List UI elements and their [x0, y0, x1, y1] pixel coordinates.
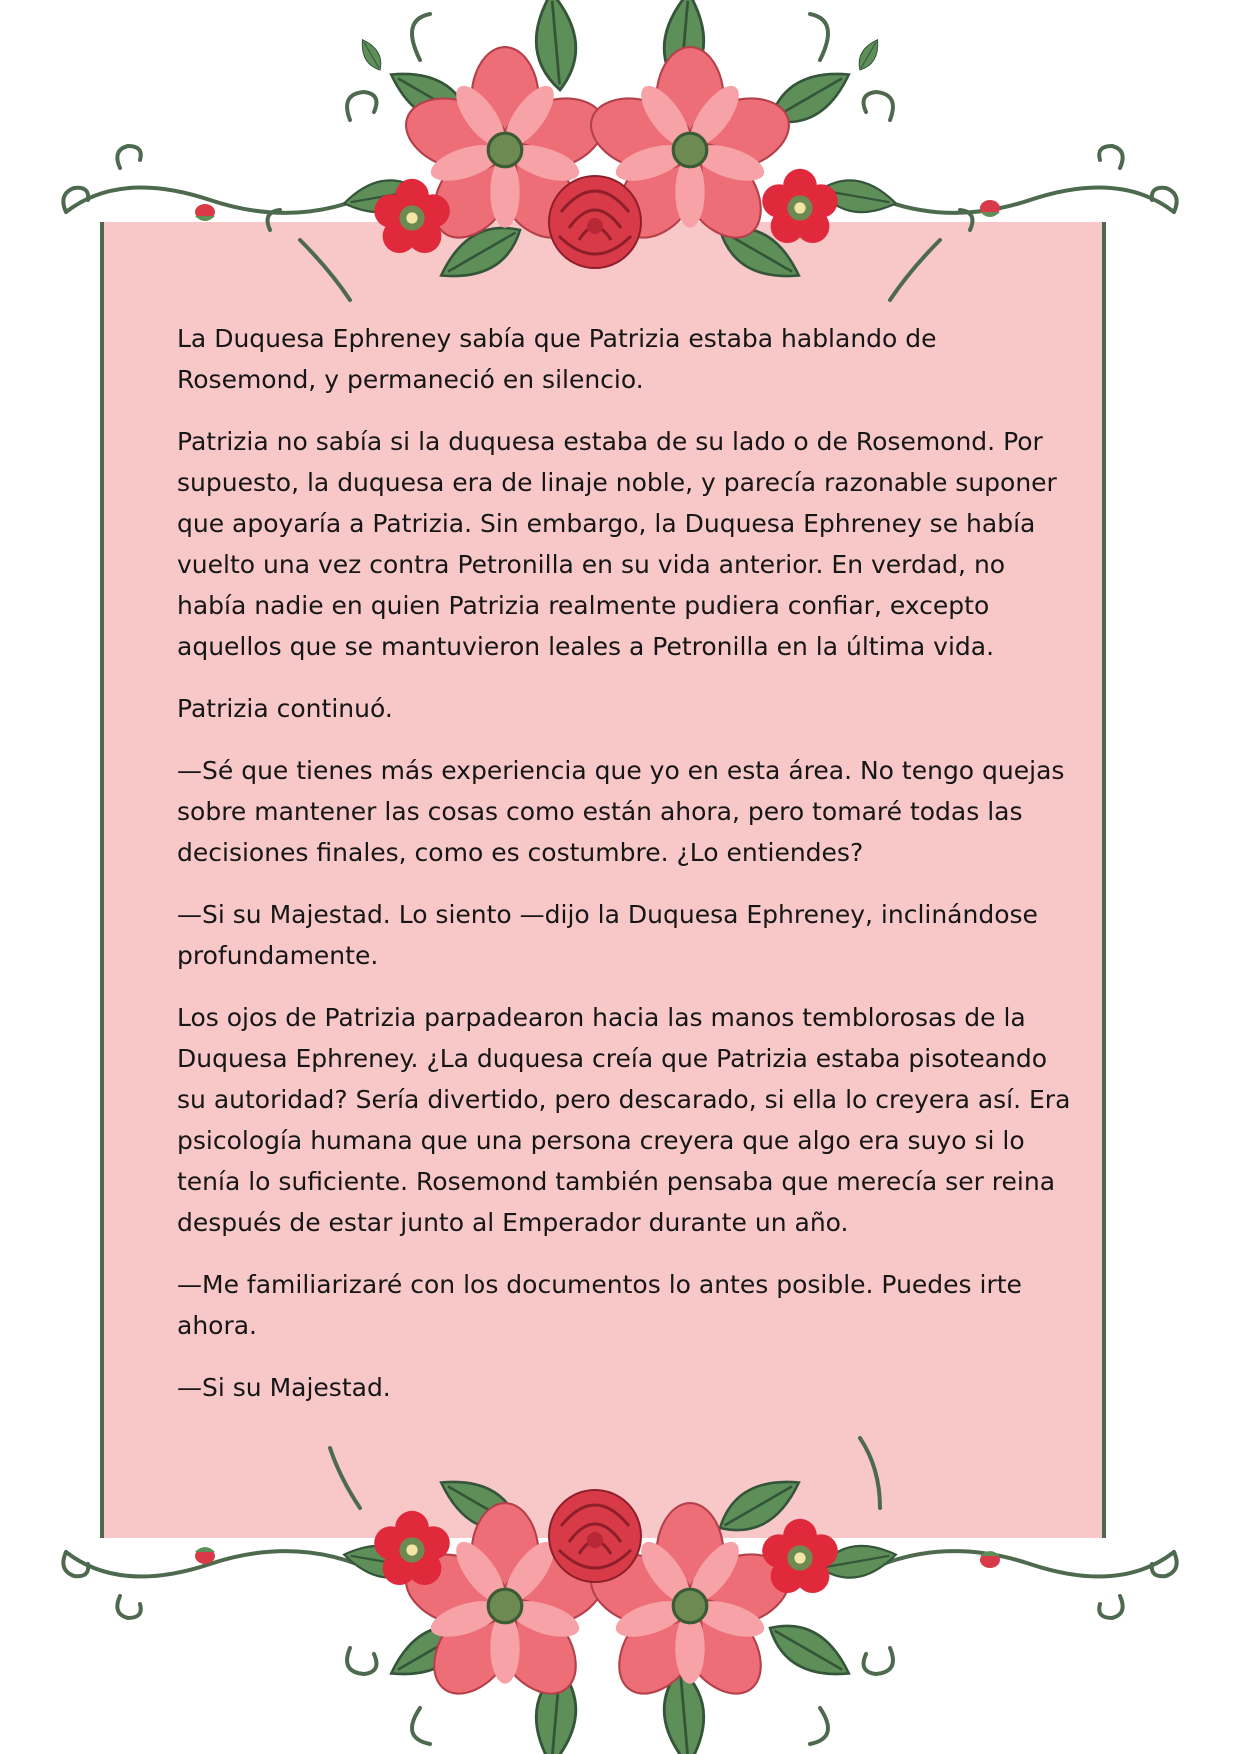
bottom-floral-ornament: [0, 1418, 1240, 1754]
paragraph: —Sé que tienes más experiencia que yo en esta área. No tengo quejas sobre mantener las cosas como están ahora, pero tomaré todas las decisiones finales, como es costumbre. ¿Lo entiendes?: [177, 756, 1065, 867]
top-floral-ornament: [0, 0, 1240, 340]
daisy-icon: [762, 169, 838, 243]
rosebud-icon: [980, 1551, 1000, 1568]
rosebud-icon: [195, 204, 215, 221]
leaf-icon: [532, 0, 580, 92]
leaf-icon: [761, 1612, 858, 1689]
paragraph: La Duquesa Ephreney sabía que Patrizia estaba hablando de Rosemond, y permaneció en silencio.: [177, 324, 937, 394]
rosebud-icon: [980, 200, 1000, 217]
daisy-icon: [762, 1519, 838, 1593]
leaf-icon: [854, 36, 884, 73]
paragraph: —Si su Majestad.: [177, 1373, 391, 1402]
document-body: [177, 318, 1077, 1429]
daisy-icon: [374, 1511, 450, 1585]
red-rose-icon: [549, 176, 641, 268]
paragraph: —Si su Majestad. Lo siento —dijo la Duquesa Ephreney, inclinándose profundamente.: [177, 900, 1038, 970]
red-rose-icon: [549, 1490, 641, 1582]
paragraph: Patrizia continuó.: [177, 694, 393, 723]
paragraph: Patrizia no sabía si la duquesa estaba de su lado o de Rosemond. Por supuesto, la duquesa era de linaje noble, y parecía razonable suponer que apoyaría a Patrizia. Sin embargo, la Duquesa Ephreney se había vuelto una vez contra Petronilla en su vida anterior. En verdad, no había nadie en quien Patrizia realmente pudiera confiar, excepto aquellos que se mantuvieron leales a Petronilla en la última vida.: [177, 427, 1057, 661]
rosebud-icon: [195, 1547, 215, 1564]
paragraph: Los ojos de Patrizia parpadearon hacia las manos temblorosas de la Duquesa Ephreney. ¿La duquesa creía que Patrizia estaba pisoteando su autoridad? Sería divertido, pero descarado, si ella lo creyera así. Era psicología humana que una persona creyera que algo era suyo si lo tenía lo suficiente. Rosemond también pensaba que merecía ser reina después de estar junto al Emperador durante un año.: [177, 1003, 1071, 1237]
paragraph: —Me familiarizaré con los documentos lo antes posible. Puedes irte ahora.: [177, 1270, 1022, 1340]
leaf-icon: [356, 36, 386, 73]
